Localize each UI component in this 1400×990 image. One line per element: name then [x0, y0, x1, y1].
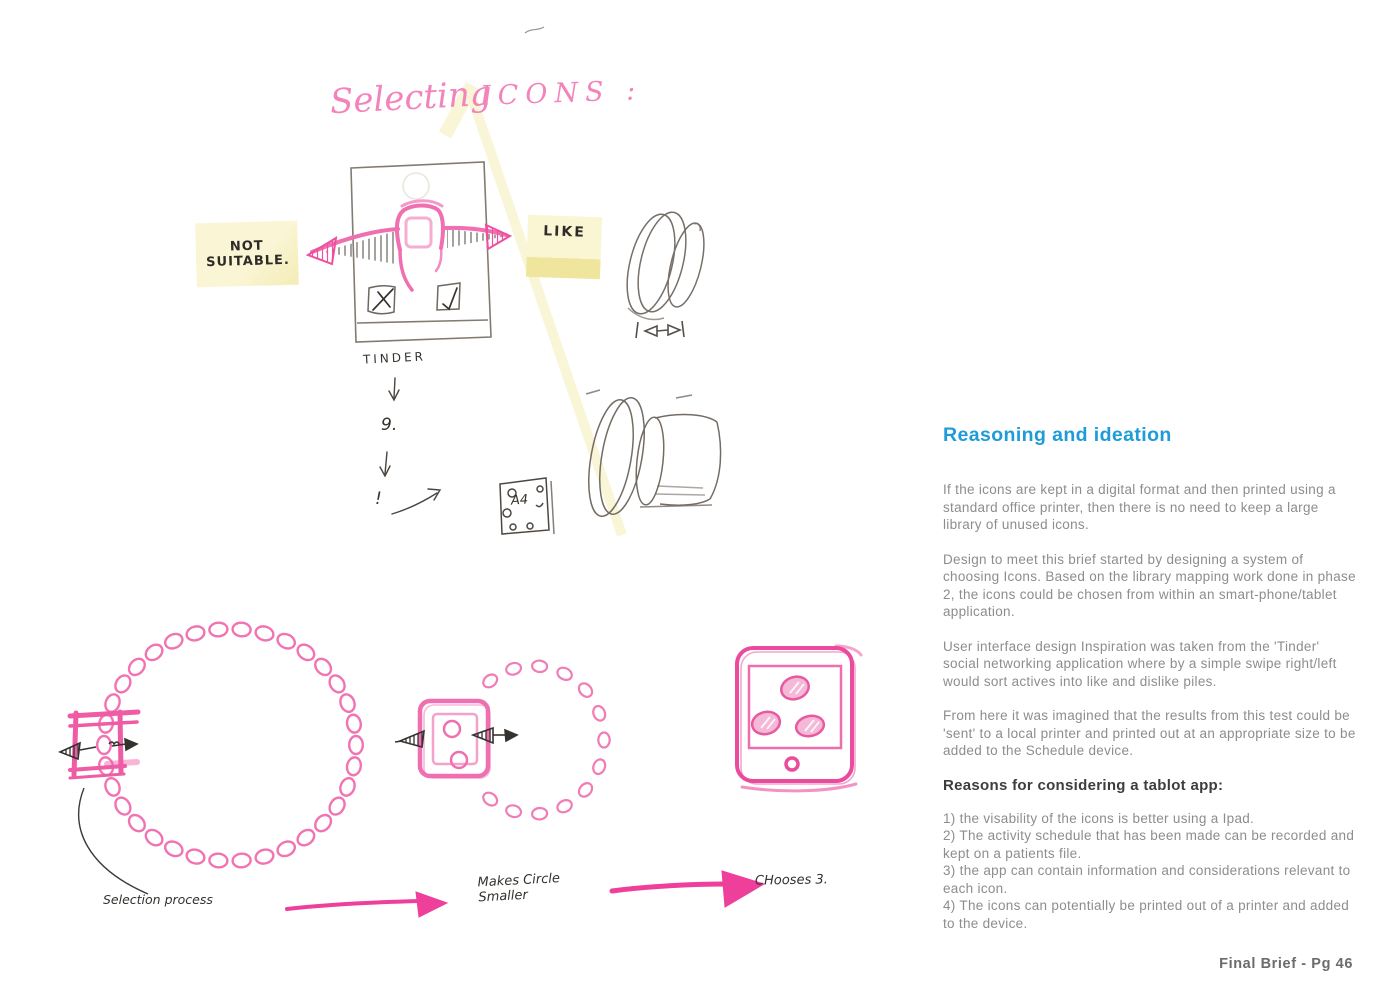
makes-circle-smaller-label: Makes Circle Smaller [477, 871, 561, 906]
like-label: LIKE [542, 223, 587, 241]
icon-pile-sketch [618, 207, 711, 319]
skip-arrows-icon [636, 321, 684, 338]
article-heading: Reasoning and ideation [943, 424, 1172, 446]
reason-item-2: 2) The activity schedule that has been made can be recorded and kept on a patients file. [943, 828, 1355, 861]
checkbox-marks [373, 288, 457, 310]
icon-ring-small [481, 660, 610, 820]
chooses-3-label: CHooses 3. [754, 872, 828, 889]
process-arrow-1 [287, 892, 447, 917]
flow-arrows [380, 378, 440, 514]
tablet-on-small-ring [420, 701, 490, 778]
paragraph-design-brief: Design to meet this brief started by designing a system of choosing Icons. Based on the library mapping work done in phase 2, the icons could be chosen from within an smart-phone/tablet application. [943, 551, 1356, 619]
sketch-title-script: Selecting [329, 73, 493, 123]
icon-cylinders-sketch [581, 390, 721, 520]
process-arrow-2 [612, 871, 764, 907]
page-footer: Final Brief - Pg 46 [1219, 956, 1353, 972]
not-suitable-note [195, 221, 299, 288]
pencil-scribble [525, 27, 544, 33]
article-column [943, 424, 1359, 932]
like-checkbox [437, 283, 460, 310]
reason-item-4: 4) The icons can potentially be printed out of a printer and added to the device. [943, 898, 1350, 931]
sketch-title-caps: ICONS : [479, 75, 643, 112]
tinder-label: TINDER [362, 349, 427, 367]
swipe-card-inner [406, 218, 431, 247]
flow-q-label: 9. [381, 415, 398, 435]
tablet-swipe-arrows-small [395, 728, 517, 747]
not-suitable-label: NOT SUITABLE. [206, 238, 291, 271]
paragraph-send-to-printer: From here it was imagined that the results from this test could be 'sent' to a local printer and printed out at an appropriate size to be added to the Schedule device. [943, 708, 1356, 758]
highlighter-streaks [445, 85, 622, 535]
article-subheading: Reasons for considering a tablot app: [943, 776, 1224, 794]
icon-ring-large [97, 622, 363, 868]
paragraph-tinder-inspiration: User interface design Inspiration was taken from the 'Tinder' social networking application where by a simple swipe right/left would sort actives into like and dislike piles. [943, 638, 1337, 689]
flow-exclamation-label: ! [375, 489, 382, 509]
like-note [526, 215, 602, 280]
reason-item-3: 3) the app can contain information and considerations relevant to each icon. [943, 863, 1351, 896]
selection-process-pointer [79, 788, 148, 894]
paragraph-digital-format: If the icons are kept in a digital format and then printed using a standard office printer, then there is no need to keep a large library of unused icons. [943, 482, 1336, 532]
a4-label: A4 [510, 492, 529, 509]
reason-item-1: 1) the visability of the icons is better using a Ipad. [943, 810, 1255, 826]
selection-process-label: Selection process [103, 892, 213, 907]
